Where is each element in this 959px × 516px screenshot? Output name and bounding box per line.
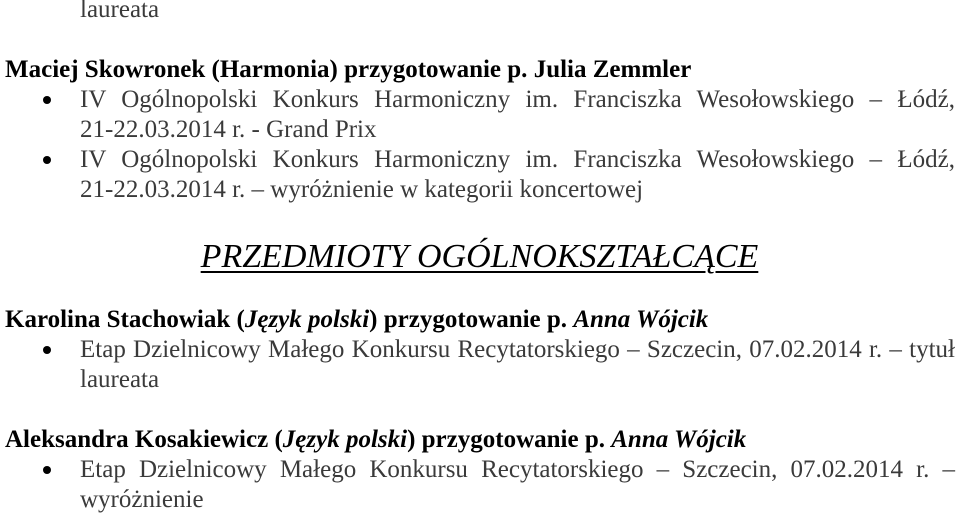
section-heading: PRZEDMIOTY OGÓLNOKSZTAŁCĄCE	[200, 238, 759, 275]
achievement-line: 21-22.03.2014 r. – wyróżnienie w kategorii koncertowej	[80, 176, 644, 203]
achievement-list	[0, 85, 959, 205]
achievement-list	[0, 335, 959, 395]
student-name: Maciej Skowronek	[5, 56, 206, 83]
teacher-name: Anna Wójcik	[611, 426, 747, 453]
student-name: Karolina Stachowiak	[5, 306, 231, 333]
paren-close: )	[369, 306, 378, 333]
continuation-line: laureata	[80, 0, 160, 23]
paren-open: (	[211, 56, 220, 83]
achievement-line: IV Ogólnopolski Konkurs Harmoniczny im. Franciszka Wesołowskiego – Łódź,	[80, 86, 955, 113]
prep-label: przygotowanie p.	[344, 56, 528, 83]
student-heading	[5, 55, 959, 85]
paren-close: )	[407, 426, 416, 453]
bullet-icon	[43, 466, 51, 474]
paren-open: (	[274, 426, 283, 453]
prep-label: przygotowanie p.	[421, 426, 605, 453]
achievement-item	[0, 335, 959, 395]
student-heading	[5, 305, 959, 335]
student-name: Aleksandra Kosakiewicz	[5, 426, 269, 453]
paren-open: (	[236, 306, 245, 333]
teacher-name: Anna Wójcik	[573, 306, 709, 333]
achievement-item	[0, 455, 959, 515]
spacer	[0, 395, 959, 425]
student-entry	[0, 305, 959, 395]
bullet-icon	[43, 346, 51, 354]
paren-close: )	[329, 56, 338, 83]
achievement-line: laureata	[80, 366, 160, 393]
prep-label: przygotowanie p.	[383, 306, 568, 333]
achievement-line: wyróżnienie	[80, 486, 204, 513]
achievement-line: Etap Dzielnicowy Małego Konkursu Recytatorskiego – Szczecin, 07.02.2014 r. –	[80, 456, 955, 483]
student-entry	[0, 55, 959, 205]
achievement-list	[0, 455, 959, 515]
achievement-line: IV Ogólnopolski Konkurs Harmoniczny im. Franciszka Wesołowskiego – Łódź,	[80, 146, 955, 173]
achievement-item	[0, 85, 959, 145]
student-entry	[0, 425, 959, 515]
student-heading	[5, 425, 959, 455]
subject-name: Język polski	[244, 306, 370, 333]
teacher-name: Julia Zemmler	[533, 56, 692, 83]
achievement-item	[0, 145, 959, 205]
subject-name: Harmonia	[219, 56, 330, 83]
bullet-icon	[43, 96, 51, 104]
spacer	[0, 20, 959, 55]
achievement-line: 21-22.03.2014 r. - Grand Prix	[80, 116, 377, 143]
subject-name: Język polski	[282, 426, 408, 453]
bullet-icon	[43, 156, 51, 164]
achievement-line: Etap Dzielnicowy Małego Konkursu Recytatorskiego – Szczecin, 07.02.2014 r. – tytuł	[80, 336, 955, 363]
